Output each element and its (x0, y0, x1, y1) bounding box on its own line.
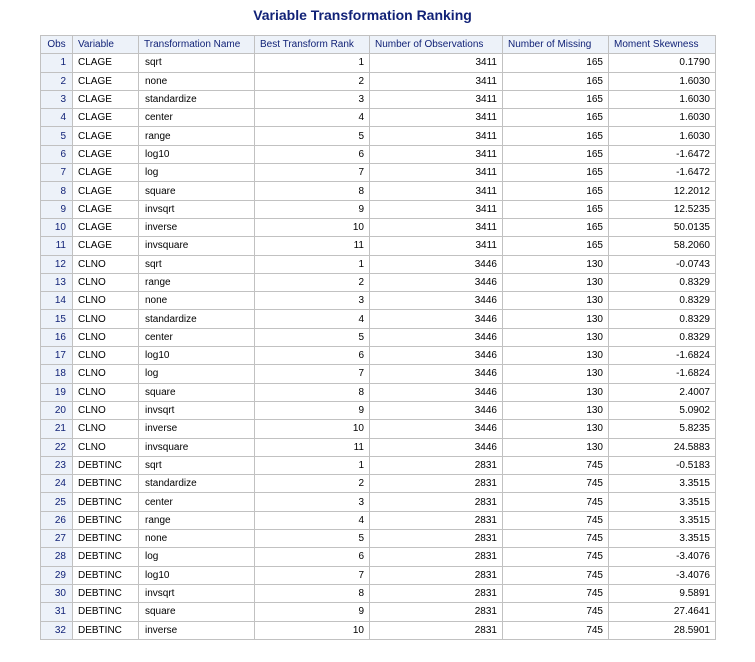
cell-obs: 13 (41, 273, 73, 291)
table-row (41, 109, 716, 127)
cell-transformation-name: none (139, 530, 255, 548)
cell-moment-skewness: 3.3515 (609, 511, 716, 529)
table-row (41, 347, 716, 365)
cell-number-of-observations: 3446 (370, 328, 503, 346)
cell-moment-skewness: -0.5183 (609, 456, 716, 474)
cell-best-transform-rank: 4 (255, 511, 370, 529)
table-row (41, 328, 716, 346)
cell-variable: DEBTINC (73, 566, 139, 584)
transformation-ranking-table (40, 35, 716, 640)
cell-number-of-observations: 3446 (370, 365, 503, 383)
table-row (41, 218, 716, 236)
table-row (41, 145, 716, 163)
cell-transformation-name: center (139, 109, 255, 127)
cell-number-of-observations: 2831 (370, 456, 503, 474)
cell-variable: CLNO (73, 292, 139, 310)
cell-number-of-missing: 165 (503, 145, 609, 163)
cell-obs: 2 (41, 72, 73, 90)
cell-best-transform-rank: 2 (255, 72, 370, 90)
cell-best-transform-rank: 4 (255, 109, 370, 127)
column-header-variable: Variable (73, 36, 139, 54)
cell-number-of-missing: 130 (503, 438, 609, 456)
cell-moment-skewness: 5.0902 (609, 401, 716, 419)
cell-number-of-observations: 2831 (370, 511, 503, 529)
cell-obs: 3 (41, 90, 73, 108)
cell-transformation-name: none (139, 292, 255, 310)
cell-variable: CLNO (73, 255, 139, 273)
cell-best-transform-rank: 7 (255, 365, 370, 383)
cell-number-of-observations: 3446 (370, 273, 503, 291)
cell-variable: CLAGE (73, 109, 139, 127)
cell-obs: 7 (41, 164, 73, 182)
cell-best-transform-rank: 3 (255, 493, 370, 511)
cell-number-of-observations: 3446 (370, 292, 503, 310)
cell-variable: CLNO (73, 365, 139, 383)
cell-best-transform-rank: 1 (255, 255, 370, 273)
cell-variable: DEBTINC (73, 603, 139, 621)
cell-best-transform-rank: 1 (255, 456, 370, 474)
cell-moment-skewness: 3.3515 (609, 475, 716, 493)
cell-moment-skewness: 12.2012 (609, 182, 716, 200)
table-row (41, 621, 716, 639)
cell-variable: CLNO (73, 273, 139, 291)
cell-best-transform-rank: 6 (255, 145, 370, 163)
cell-variable: CLNO (73, 420, 139, 438)
cell-obs: 23 (41, 456, 73, 474)
cell-moment-skewness: 0.8329 (609, 310, 716, 328)
cell-obs: 29 (41, 566, 73, 584)
cell-transformation-name: none (139, 72, 255, 90)
cell-number-of-observations: 3411 (370, 145, 503, 163)
cell-number-of-observations: 2831 (370, 475, 503, 493)
cell-transformation-name: invsqrt (139, 584, 255, 602)
cell-best-transform-rank: 8 (255, 383, 370, 401)
cell-variable: CLAGE (73, 237, 139, 255)
cell-number-of-missing: 745 (503, 475, 609, 493)
cell-obs: 4 (41, 109, 73, 127)
table-row (41, 310, 716, 328)
cell-obs: 24 (41, 475, 73, 493)
cell-obs: 20 (41, 401, 73, 419)
cell-transformation-name: log10 (139, 145, 255, 163)
table-row (41, 530, 716, 548)
table-row (41, 90, 716, 108)
cell-obs: 18 (41, 365, 73, 383)
cell-number-of-missing: 745 (503, 621, 609, 639)
cell-transformation-name: square (139, 603, 255, 621)
cell-transformation-name: center (139, 328, 255, 346)
cell-transformation-name: range (139, 273, 255, 291)
table-row (41, 566, 716, 584)
table-row (41, 584, 716, 602)
table-row (41, 273, 716, 291)
cell-best-transform-rank: 9 (255, 603, 370, 621)
cell-moment-skewness: 1.6030 (609, 90, 716, 108)
cell-obs: 22 (41, 438, 73, 456)
cell-number-of-missing: 130 (503, 401, 609, 419)
cell-moment-skewness: 9.5891 (609, 584, 716, 602)
cell-moment-skewness: 3.3515 (609, 493, 716, 511)
cell-variable: DEBTINC (73, 511, 139, 529)
cell-number-of-observations: 3446 (370, 383, 503, 401)
cell-moment-skewness: 1.6030 (609, 72, 716, 90)
cell-number-of-observations: 2831 (370, 584, 503, 602)
cell-transformation-name: range (139, 127, 255, 145)
cell-obs: 21 (41, 420, 73, 438)
cell-variable: CLAGE (73, 218, 139, 236)
cell-number-of-observations: 3411 (370, 237, 503, 255)
cell-variable: CLAGE (73, 54, 139, 72)
cell-variable: DEBTINC (73, 456, 139, 474)
cell-transformation-name: log10 (139, 566, 255, 584)
cell-best-transform-rank: 7 (255, 164, 370, 182)
cell-variable: DEBTINC (73, 530, 139, 548)
table-row (41, 511, 716, 529)
cell-number-of-observations: 3411 (370, 72, 503, 90)
header-row (41, 36, 716, 54)
cell-transformation-name: range (139, 511, 255, 529)
cell-number-of-missing: 745 (503, 548, 609, 566)
table-row (41, 383, 716, 401)
cell-moment-skewness: 1.6030 (609, 109, 716, 127)
cell-moment-skewness: 12.5235 (609, 200, 716, 218)
table-row (41, 475, 716, 493)
cell-moment-skewness: -3.4076 (609, 566, 716, 584)
cell-obs: 27 (41, 530, 73, 548)
cell-transformation-name: sqrt (139, 456, 255, 474)
cell-transformation-name: log (139, 365, 255, 383)
cell-number-of-missing: 165 (503, 237, 609, 255)
cell-obs: 17 (41, 347, 73, 365)
cell-number-of-observations: 3446 (370, 438, 503, 456)
cell-number-of-missing: 745 (503, 456, 609, 474)
cell-best-transform-rank: 8 (255, 182, 370, 200)
cell-obs: 9 (41, 200, 73, 218)
cell-number-of-missing: 165 (503, 54, 609, 72)
cell-transformation-name: log (139, 164, 255, 182)
cell-number-of-observations: 3411 (370, 54, 503, 72)
cell-number-of-observations: 3446 (370, 401, 503, 419)
report-title: Variable Transformation Ranking (253, 7, 472, 23)
cell-number-of-observations: 3411 (370, 90, 503, 108)
cell-transformation-name: invsqrt (139, 401, 255, 419)
cell-best-transform-rank: 3 (255, 90, 370, 108)
cell-moment-skewness: 3.3515 (609, 530, 716, 548)
cell-number-of-missing: 745 (503, 584, 609, 602)
cell-variable: CLNO (73, 347, 139, 365)
cell-variable: DEBTINC (73, 621, 139, 639)
cell-moment-skewness: 58.2060 (609, 237, 716, 255)
cell-moment-skewness: 28.5901 (609, 621, 716, 639)
cell-number-of-missing: 165 (503, 127, 609, 145)
cell-best-transform-rank: 10 (255, 621, 370, 639)
cell-variable: DEBTINC (73, 475, 139, 493)
cell-number-of-observations: 3446 (370, 310, 503, 328)
cell-best-transform-rank: 1 (255, 54, 370, 72)
cell-number-of-missing: 165 (503, 200, 609, 218)
cell-number-of-missing: 130 (503, 383, 609, 401)
cell-best-transform-rank: 10 (255, 420, 370, 438)
cell-variable: CLNO (73, 383, 139, 401)
cell-best-transform-rank: 7 (255, 566, 370, 584)
cell-moment-skewness: -1.6472 (609, 145, 716, 163)
cell-number-of-observations: 2831 (370, 493, 503, 511)
cell-best-transform-rank: 6 (255, 548, 370, 566)
cell-number-of-missing: 165 (503, 182, 609, 200)
cell-number-of-missing: 130 (503, 420, 609, 438)
table-row (41, 456, 716, 474)
cell-best-transform-rank: 6 (255, 347, 370, 365)
cell-best-transform-rank: 9 (255, 200, 370, 218)
column-header-number-of-missing: Number of Missing (503, 36, 609, 54)
cell-variable: CLAGE (73, 164, 139, 182)
cell-transformation-name: log (139, 548, 255, 566)
cell-transformation-name: sqrt (139, 255, 255, 273)
cell-moment-skewness: 0.8329 (609, 273, 716, 291)
cell-variable: CLAGE (73, 127, 139, 145)
cell-number-of-missing: 165 (503, 72, 609, 90)
cell-moment-skewness: -0.0743 (609, 255, 716, 273)
cell-moment-skewness: 24.5883 (609, 438, 716, 456)
cell-variable: CLAGE (73, 145, 139, 163)
cell-number-of-observations: 3446 (370, 420, 503, 438)
cell-transformation-name: log10 (139, 347, 255, 365)
table-row (41, 72, 716, 90)
cell-number-of-missing: 130 (503, 310, 609, 328)
cell-transformation-name: inverse (139, 621, 255, 639)
cell-obs: 25 (41, 493, 73, 511)
cell-number-of-observations: 2831 (370, 603, 503, 621)
cell-number-of-observations: 2831 (370, 548, 503, 566)
cell-number-of-observations: 3411 (370, 182, 503, 200)
table-row (41, 548, 716, 566)
cell-number-of-missing: 130 (503, 328, 609, 346)
table-row (41, 365, 716, 383)
cell-obs: 19 (41, 383, 73, 401)
cell-obs: 32 (41, 621, 73, 639)
cell-number-of-observations: 2831 (370, 530, 503, 548)
cell-transformation-name: sqrt (139, 54, 255, 72)
cell-transformation-name: invsquare (139, 237, 255, 255)
cell-obs: 28 (41, 548, 73, 566)
cell-moment-skewness: -3.4076 (609, 548, 716, 566)
cell-number-of-missing: 745 (503, 530, 609, 548)
cell-number-of-missing: 165 (503, 90, 609, 108)
cell-number-of-missing: 130 (503, 292, 609, 310)
cell-transformation-name: center (139, 493, 255, 511)
cell-number-of-missing: 165 (503, 218, 609, 236)
cell-moment-skewness: 0.1790 (609, 54, 716, 72)
cell-number-of-missing: 745 (503, 603, 609, 621)
table-row (41, 164, 716, 182)
cell-obs: 26 (41, 511, 73, 529)
cell-best-transform-rank: 11 (255, 438, 370, 456)
cell-obs: 31 (41, 603, 73, 621)
cell-moment-skewness: -1.6824 (609, 365, 716, 383)
cell-obs: 6 (41, 145, 73, 163)
cell-moment-skewness: 1.6030 (609, 127, 716, 145)
cell-transformation-name: square (139, 383, 255, 401)
cell-transformation-name: standardize (139, 475, 255, 493)
cell-number-of-missing: 130 (503, 273, 609, 291)
cell-obs: 16 (41, 328, 73, 346)
cell-variable: CLNO (73, 310, 139, 328)
cell-best-transform-rank: 5 (255, 530, 370, 548)
cell-variable: CLAGE (73, 182, 139, 200)
cell-obs: 10 (41, 218, 73, 236)
cell-obs: 11 (41, 237, 73, 255)
cell-variable: CLAGE (73, 72, 139, 90)
cell-number-of-missing: 130 (503, 347, 609, 365)
cell-best-transform-rank: 4 (255, 310, 370, 328)
cell-transformation-name: inverse (139, 420, 255, 438)
cell-moment-skewness: -1.6472 (609, 164, 716, 182)
cell-obs: 5 (41, 127, 73, 145)
cell-number-of-missing: 130 (503, 365, 609, 383)
cell-obs: 15 (41, 310, 73, 328)
table-row (41, 54, 716, 72)
column-header-best-transform-rank: Best Transform Rank (255, 36, 370, 54)
table-row (41, 603, 716, 621)
cell-variable: CLAGE (73, 90, 139, 108)
cell-number-of-missing: 745 (503, 493, 609, 511)
table-row (41, 292, 716, 310)
cell-number-of-missing: 745 (503, 566, 609, 584)
cell-number-of-observations: 2831 (370, 621, 503, 639)
cell-variable: DEBTINC (73, 493, 139, 511)
table-row (41, 438, 716, 456)
cell-moment-skewness: 5.8235 (609, 420, 716, 438)
cell-transformation-name: invsqrt (139, 200, 255, 218)
cell-moment-skewness: 0.8329 (609, 292, 716, 310)
table-row (41, 200, 716, 218)
cell-obs: 1 (41, 54, 73, 72)
cell-best-transform-rank: 2 (255, 475, 370, 493)
cell-variable: CLAGE (73, 200, 139, 218)
column-header-transformation-name: Transformation Name (139, 36, 255, 54)
cell-moment-skewness: 0.8329 (609, 328, 716, 346)
cell-number-of-observations: 3446 (370, 255, 503, 273)
cell-number-of-observations: 3411 (370, 164, 503, 182)
cell-obs: 12 (41, 255, 73, 273)
cell-number-of-missing: 165 (503, 164, 609, 182)
cell-moment-skewness: 27.4641 (609, 603, 716, 621)
cell-transformation-name: inverse (139, 218, 255, 236)
cell-obs: 14 (41, 292, 73, 310)
cell-transformation-name: standardize (139, 310, 255, 328)
cell-moment-skewness: 2.4007 (609, 383, 716, 401)
cell-number-of-observations: 3446 (370, 347, 503, 365)
cell-transformation-name: standardize (139, 90, 255, 108)
cell-number-of-observations: 3411 (370, 127, 503, 145)
cell-variable: CLNO (73, 438, 139, 456)
column-header-number-of-observations: Number of Observations (370, 36, 503, 54)
cell-moment-skewness: 50.0135 (609, 218, 716, 236)
cell-obs: 8 (41, 182, 73, 200)
cell-best-transform-rank: 5 (255, 328, 370, 346)
cell-best-transform-rank: 2 (255, 273, 370, 291)
table-row (41, 182, 716, 200)
cell-best-transform-rank: 11 (255, 237, 370, 255)
cell-transformation-name: square (139, 182, 255, 200)
cell-number-of-observations: 3411 (370, 218, 503, 236)
table-row (41, 401, 716, 419)
cell-transformation-name: invsquare (139, 438, 255, 456)
cell-best-transform-rank: 3 (255, 292, 370, 310)
cell-moment-skewness: -1.6824 (609, 347, 716, 365)
cell-number-of-missing: 165 (503, 109, 609, 127)
cell-number-of-observations: 3411 (370, 200, 503, 218)
cell-number-of-missing: 130 (503, 255, 609, 273)
table-row (41, 237, 716, 255)
cell-number-of-observations: 3411 (370, 109, 503, 127)
cell-number-of-observations: 2831 (370, 566, 503, 584)
cell-variable: DEBTINC (73, 584, 139, 602)
cell-variable: CLNO (73, 401, 139, 419)
cell-variable: CLNO (73, 328, 139, 346)
table-row (41, 127, 716, 145)
cell-best-transform-rank: 9 (255, 401, 370, 419)
cell-variable: DEBTINC (73, 548, 139, 566)
table-row (41, 255, 716, 273)
cell-best-transform-rank: 10 (255, 218, 370, 236)
column-header-obs: Obs (41, 36, 73, 54)
cell-obs: 30 (41, 584, 73, 602)
cell-best-transform-rank: 8 (255, 584, 370, 602)
cell-number-of-missing: 745 (503, 511, 609, 529)
table-row (41, 420, 716, 438)
table-row (41, 493, 716, 511)
column-header-moment-skewness: Moment Skewness (609, 36, 716, 54)
cell-best-transform-rank: 5 (255, 127, 370, 145)
